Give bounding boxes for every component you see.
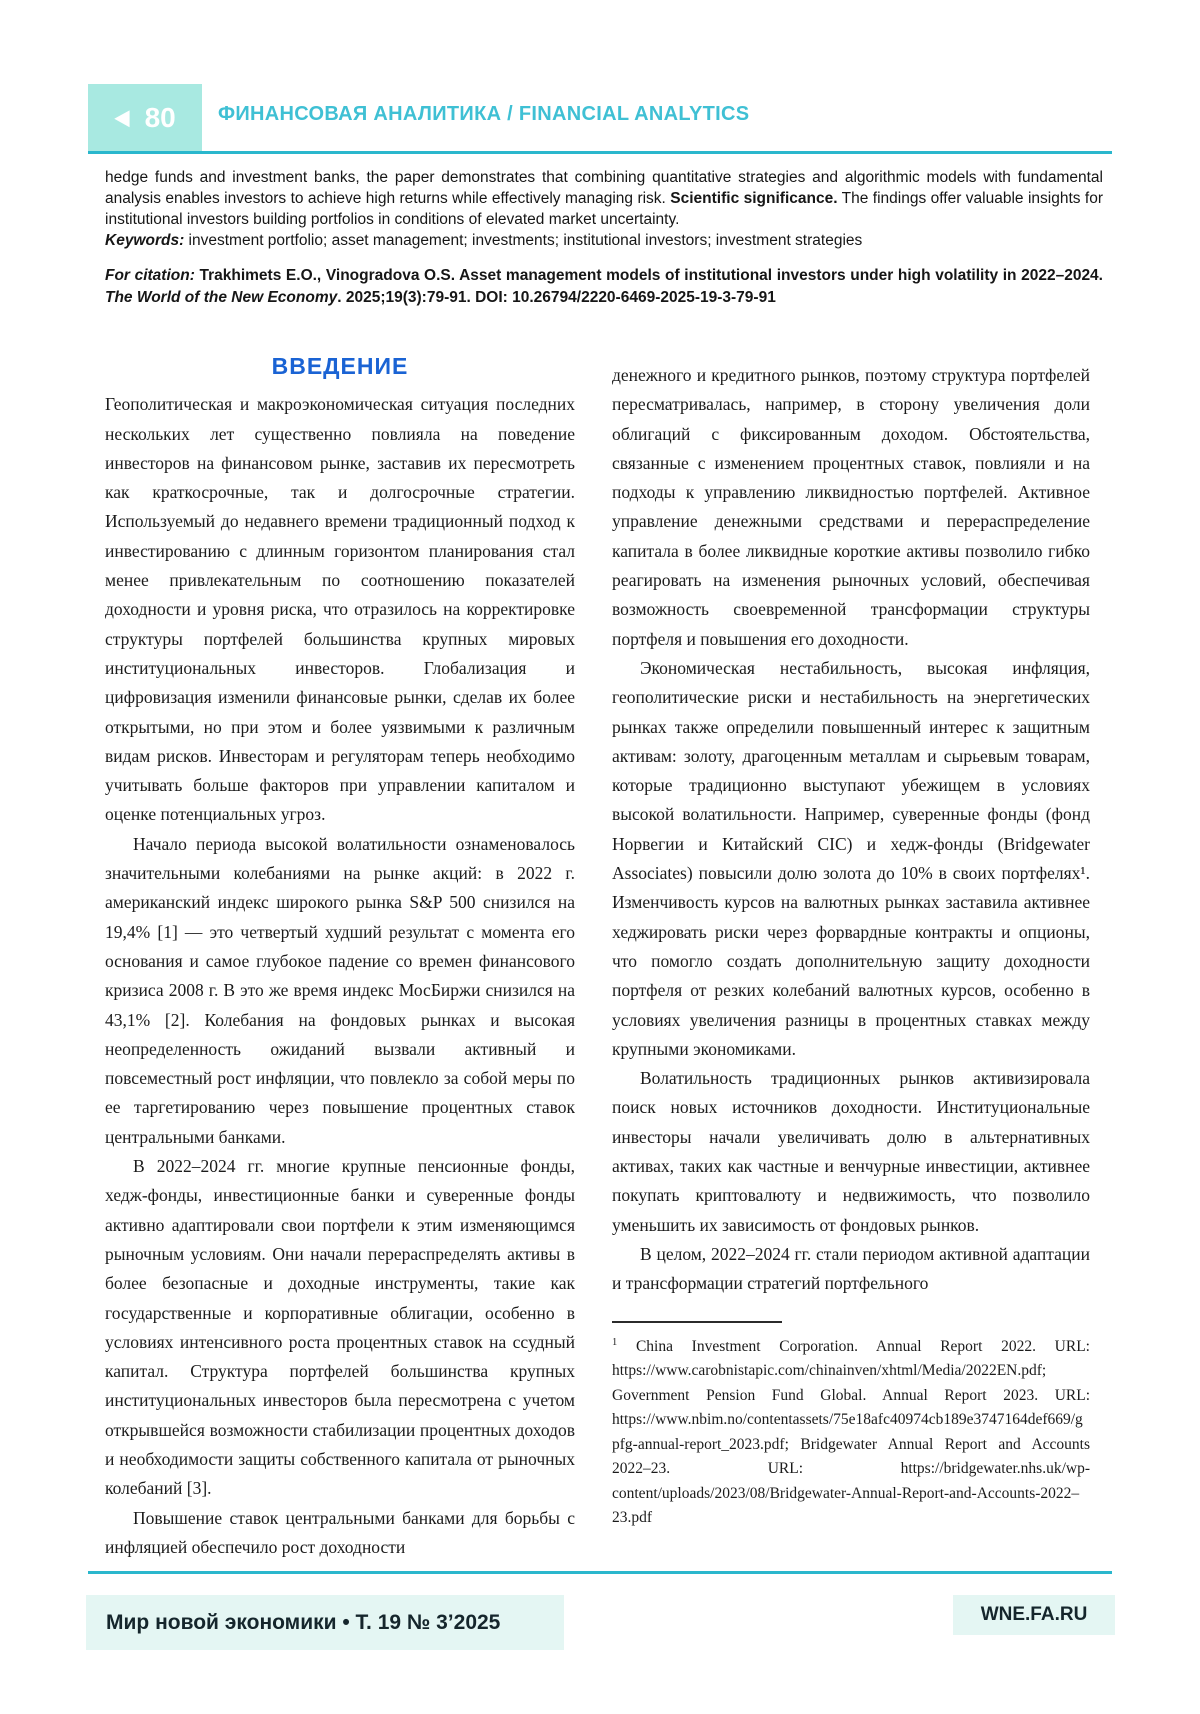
introduction-heading: ВВЕДЕНИЕ: [271, 353, 409, 379]
journal-volume-label: Мир новой экономики • Т. 19 № 3’2025: [106, 1610, 501, 1634]
citation-tail: . 2025;19(3):79-91. DOI: 10.26794/2220-6469-2025-19-3-79-91: [337, 288, 776, 306]
journal-footer-left: [86, 1595, 564, 1650]
citation-label: For citation:: [105, 267, 195, 284]
page-number: 80: [144, 102, 176, 133]
paragraph: В целом, 2022–2024 гг. стали периодом активной адаптации и трансформации стратегий портфельного: [612, 1243, 1090, 1294]
back-arrow-icon: ◀: [114, 105, 130, 131]
paragraph: Экономическая нестабильность, высокая инфляция, геополитические риски и нестабильность на энергетических рынках также определили повышенный интерес к защитным активам: золоту, драгоценным металлам и сырьевым товарам, которые традиционно выступают убежищем в условиях высокой волатильности. Например, суверенные фонды (фонд Норвегии и Китайский CIC) и хедж-фонды (Bridgewater Associates) повысили долю золота до 10% в своих портфелях¹. Изменчивость курсов на валютных рынках заставила активнее хеджировать риски через форвардные контракты и опционы, что помогло создать дополнительную защиту доходности портфеля от резких колебаний валютных курсов, особенно в условиях увеличения разницы в процентных ставках между крупными экономиками.: [612, 657, 1090, 1059]
right-column: [612, 361, 1090, 1531]
abstract-text-part2: The findings offer valuable insights for institutional investors building portfolios in conditions of elevated market uncertainty.: [105, 190, 1104, 228]
paragraph: Повышение ставок центральными банками для борьбы с инфляцией обеспечило рост доходности: [105, 1507, 575, 1557]
keywords-line: [105, 230, 1103, 251]
citation-authors: Trakhimets E.O., Vinogradova O.S. Asset management models of institutional investors under high volatility in 2022–2024.: [194, 267, 1103, 284]
scientific-significance-label: Scientific significance.: [670, 190, 838, 207]
footnote-text: [612, 1335, 1090, 1531]
citation-block: [105, 265, 1103, 308]
journal-footer-right: [953, 1595, 1115, 1635]
paragraph: Волатильность традиционных рынков активизировала поиск новых источников доходности. Институциональные инвесторы начали увеличивать долю в альтернативных активах, таких как частные и венчурные инвестиции, активнее покупать криптовалюту и недвижимость, что позволило уменьшить их зависимость от фондовых рынков.: [612, 1068, 1090, 1235]
footnote: [612, 1321, 1090, 1531]
keywords-label: Keywords:: [105, 232, 185, 249]
abstract-text-part1: hedge funds and investment banks, the paper demonstrates that combining quantitative strategies and algorithmic models with fundamental analysis enables investors to achieve high returns while effectively managing risk.: [105, 169, 1103, 207]
abstract-text: [105, 167, 1103, 230]
footnote-marker: 1: [612, 1336, 618, 1348]
footer-rule: [88, 1571, 1112, 1574]
footnote-body: China Investment Corporation. Annual Report 2022. URL: https://www.carobnistapic.com/chinainven/xhtml/Media/2022EN.pdf; Government Pension Fund Global. Annual Report 2023. URL: https://www.nbim.no/contentassets/75e18afc40974cb189e3747164def669/gpfg-annual-report_2023.pdf; Bridgewater Annual Report and Accounts 2022–23. URL: https://bridgewater.nhs.uk/wp-content/uploads/2023/08/Bridgewater-Annual-Report-and-Accounts-2022–23.pdf: [612, 1337, 1090, 1526]
left-column: [105, 352, 575, 1562]
paragraph: Геополитическая и макроэкономическая ситуация последних нескольких лет существенно повлияла на поведение инвесторов на финансовом рынке, заставив их пересмотреть как краткосрочные, так и долгосрочные стратегии. Используемый до недавнего времени традиционный подход к инвестированию с длинным горизонтом планирования стал менее привлекательным по соотношению показателей доходности и уровня риска, что отразилось на корректировке структуры портфелей большинства крупных мировых институциональных инвесторов. Глобализация и цифровизация изменили финансовые рынки, сделав их более открытыми, но при этом и более уязвимыми к различным видам рисков. Инвесторам и регуляторам теперь необходимо учитывать больше факторов при управлении капиталом и оценке потенциальных угроз.: [105, 394, 575, 825]
footnote-separator: [612, 1321, 782, 1323]
paragraph: Начало периода высокой волатильности ознаменовалось значительными колебаниями на рынке акций: в 2022 г. американский индекс широкого рынка S&P 500 снизился на 19,4% [1] — это четвертый худший результат с момента его основания и самое глубокое падение со времен финансового кризиса 2008 г. В это же время индекс МосБиржи снизился на 43,1% [2]. Колебания на фондовых рынках и высокая неопределенность ожиданий вызвали активный и повсеместный рост инфляции, что повлекло за собой меры по ее таргетированию через повышение процентных ставок центральными банками.: [105, 833, 575, 1147]
abstract-block: [105, 167, 1103, 308]
keywords-text: investment portfolio; asset management; investments; institutional investors; investment strategies: [184, 232, 863, 249]
page-number-badge: [88, 84, 202, 152]
paragraph: денежного и кредитного рынков, поэтому структура портфелей пересматривалась, например, в сторону увеличения доли облигаций с фиксированным доходом. Обстоятельства, связанные с изменением процентных ставок, повлияли и на подходы к управлению ликвидностью портфелей. Активное управление денежными средствами и перераспределение капитала в более ликвидные короткие активы позволило гибко реагировать на изменения рыночных условий, обеспечивая возможность своевременной трансформации структуры портфеля и повышения его доходности.: [612, 365, 1090, 649]
paragraph: В 2022–2024 гг. многие крупные пенсионные фонды, хедж-фонды, инвестиционные банки и суверенные фонды активно адаптировали свои портфели к этим изменяющимся рыночным условиям. Они начали перераспределять активы в более безопасные и доходные инструменты, такие как государственные и корпоративные облигации, особенно в условиях интенсивного роста процентных ставок на ссудный капитал. Структура портфелей большинства крупных институциональных инвесторов была пересмотрена с учетом открывшейся возможности стабилизации процентных доходов и необходимости защиты собственного капитала от рыночных колебаний [3].: [105, 1156, 575, 1499]
header-rule: [88, 151, 1112, 154]
journal-site-label: WNE.FA.RU: [980, 1604, 1088, 1625]
citation-journal-title: The World of the New Economy: [105, 288, 338, 306]
section-title: ФИНАНСОВАЯ АНАЛИТИКА / FINANCIAL ANALYTICS: [218, 103, 750, 125]
